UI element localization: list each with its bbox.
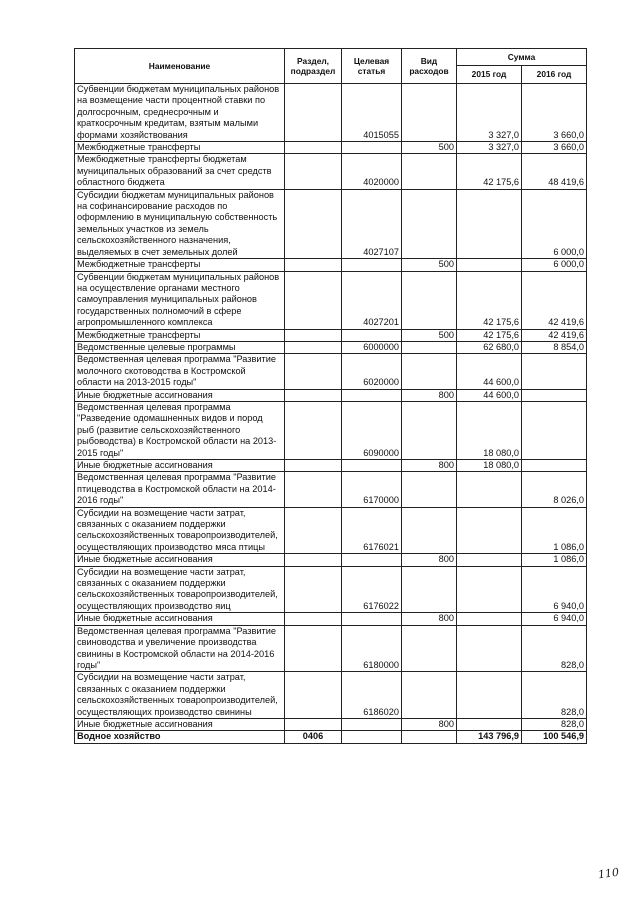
row-amount-2016: 828,0: [522, 672, 587, 719]
row-amount-2016: 828,0: [522, 718, 587, 730]
row-target: 6000000: [342, 341, 402, 353]
row-target: 4020000: [342, 154, 402, 189]
row-name: Субсидии на возмещение части затрат, связанных с оказанием поддержки сельскохозяйственных товаропроизводителей, осуществляющих производство яиц: [75, 566, 285, 613]
row-name: Ведомственная целевая программа "Развитие молочного скотоводства в Костромской области на 2013-2015 годы": [75, 354, 285, 389]
row-target: [342, 613, 402, 625]
table-row: [75, 354, 587, 389]
table-row: [75, 507, 587, 554]
row-amount-2016: 3 660,0: [522, 142, 587, 154]
row-section: [285, 329, 342, 341]
row-expense: [402, 731, 457, 743]
table-row: [75, 329, 587, 341]
row-amount-2016: 8 026,0: [522, 472, 587, 507]
row-amount-2015: 3 327,0: [457, 142, 522, 154]
row-amount-2016: 6 940,0: [522, 566, 587, 613]
row-expense: [402, 341, 457, 353]
row-name: Ведомственная целевая программа "Развитие свиноводства и увеличение производства свинины в Костромской области на 2014-2016 годы": [75, 625, 285, 672]
row-amount-2015: [457, 189, 522, 258]
row-name: Ведомственная целевая программа "Разведение одомашненных видов и пород рыб (развитие сельскохозяйственного рыбоводства) в Костромской области на 2013-2015 годы": [75, 401, 285, 459]
row-name: Субсидии бюджетам муниципальных районов на софинансирование расходов по оформлению в муниципальную собственность земельных участков из земель сельскохозяйственного назначения, выделяемых в счет земельных долей: [75, 189, 285, 258]
row-section: [285, 154, 342, 189]
row-target: 6186020: [342, 672, 402, 719]
row-expense: 800: [402, 554, 457, 566]
row-target: [342, 389, 402, 401]
row-expense: [402, 472, 457, 507]
row-target: [342, 142, 402, 154]
row-name: Межбюджетные трансферты: [75, 329, 285, 341]
row-amount-2016: 828,0: [522, 625, 587, 672]
row-target: 6170000: [342, 472, 402, 507]
row-amount-2015: 18 080,0: [457, 460, 522, 472]
row-target: 6176022: [342, 566, 402, 613]
row-expense: [402, 189, 457, 258]
row-amount-2015: [457, 507, 522, 554]
row-amount-2015: 42 175,6: [457, 154, 522, 189]
row-amount-2016: 6 940,0: [522, 613, 587, 625]
table-row: [75, 84, 587, 142]
row-expense: [402, 507, 457, 554]
header-2016: 2016 год: [522, 66, 587, 84]
row-amount-2016: 3 660,0: [522, 84, 587, 142]
row-name: Иные бюджетные ассигнования: [75, 718, 285, 730]
row-target: 6180000: [342, 625, 402, 672]
row-expense: [402, 401, 457, 459]
table-row: [75, 460, 587, 472]
row-name: Водное хозяйство: [75, 731, 285, 743]
row-section: [285, 613, 342, 625]
header-section: Раздел, подраздел: [285, 49, 342, 84]
budget-table: [74, 48, 587, 744]
table-row: [75, 142, 587, 154]
page-number-handwritten: 110: [597, 865, 620, 882]
row-target: [342, 259, 402, 271]
row-section: [285, 554, 342, 566]
row-amount-2015: 44 600,0: [457, 354, 522, 389]
row-amount-2015: [457, 554, 522, 566]
row-expense: 800: [402, 613, 457, 625]
row-target: [342, 460, 402, 472]
row-name: Межбюджетные трансферты: [75, 259, 285, 271]
row-section: [285, 84, 342, 142]
row-amount-2015: 62 680,0: [457, 341, 522, 353]
row-expense: [402, 672, 457, 719]
row-section: [285, 401, 342, 459]
row-expense: [402, 625, 457, 672]
header-sum: Сумма: [457, 49, 587, 66]
row-amount-2016: 1 086,0: [522, 554, 587, 566]
row-expense: [402, 154, 457, 189]
table-row: [75, 154, 587, 189]
row-target: [342, 718, 402, 730]
row-amount-2015: 18 080,0: [457, 401, 522, 459]
row-target: 6090000: [342, 401, 402, 459]
row-amount-2015: [457, 472, 522, 507]
row-amount-2015: 42 175,6: [457, 329, 522, 341]
row-target: [342, 731, 402, 743]
row-amount-2016: 8 854,0: [522, 341, 587, 353]
row-section: [285, 672, 342, 719]
row-name: Субвенции бюджетам муниципальных районов на осуществление органами местного самоуправления муниципальных районов государственных полномочий в сфере агропромышленного комплекса: [75, 271, 285, 329]
row-amount-2016: [522, 389, 587, 401]
row-amount-2016: [522, 401, 587, 459]
row-amount-2016: 100 546,9: [522, 731, 587, 743]
table-row: [75, 672, 587, 719]
row-expense: 500: [402, 259, 457, 271]
row-name: Ведомственная целевая программа "Развитие птицеводства в Костромской области на 2014-2016 годы": [75, 472, 285, 507]
row-expense: [402, 84, 457, 142]
table-row: [75, 613, 587, 625]
header-expense: Вид расходов: [402, 49, 457, 84]
table-body: [75, 84, 587, 744]
row-amount-2015: [457, 718, 522, 730]
row-name: Иные бюджетные ассигнования: [75, 554, 285, 566]
row-name: Иные бюджетные ассигнования: [75, 460, 285, 472]
row-amount-2016: [522, 354, 587, 389]
row-section: [285, 354, 342, 389]
row-name: Субсидии на возмещение части затрат, связанных с оказанием поддержки сельскохозяйственных товаропроизводителей, осуществляющих производство мяса птицы: [75, 507, 285, 554]
row-section: [285, 625, 342, 672]
row-amount-2015: [457, 613, 522, 625]
row-name: Ведомственные целевые программы: [75, 341, 285, 353]
row-amount-2015: [457, 672, 522, 719]
row-name: Межбюджетные трансферты бюджетам муниципальных образований за счет средств областного бюджета: [75, 154, 285, 189]
row-expense: [402, 354, 457, 389]
row-amount-2015: [457, 566, 522, 613]
row-target: [342, 329, 402, 341]
row-target: [342, 554, 402, 566]
table-row: [75, 271, 587, 329]
table-row: [75, 189, 587, 258]
table-row: [75, 401, 587, 459]
table-row: [75, 472, 587, 507]
row-section: 0406: [285, 731, 342, 743]
table-row: [75, 625, 587, 672]
row-section: [285, 507, 342, 554]
row-name: Межбюджетные трансферты: [75, 142, 285, 154]
row-section: [285, 189, 342, 258]
row-expense: 500: [402, 142, 457, 154]
row-expense: 500: [402, 329, 457, 341]
row-expense: [402, 566, 457, 613]
row-section: [285, 460, 342, 472]
row-amount-2015: [457, 625, 522, 672]
row-expense: [402, 271, 457, 329]
row-amount-2016: 1 086,0: [522, 507, 587, 554]
row-expense: 800: [402, 460, 457, 472]
row-target: 4015055: [342, 84, 402, 142]
row-section: [285, 389, 342, 401]
row-name: Субвенции бюджетам муниципальных районов на возмещение части процентной ставки по долгосрочным, среднесрочным и краткосрочным кредитам, взятым малыми формами хозяйствования: [75, 84, 285, 142]
row-amount-2015: 42 175,6: [457, 271, 522, 329]
row-name: Иные бюджетные ассигнования: [75, 613, 285, 625]
row-target: 6020000: [342, 354, 402, 389]
row-section: [285, 718, 342, 730]
row-name: Иные бюджетные ассигнования: [75, 389, 285, 401]
table-row: [75, 718, 587, 730]
table-row: [75, 389, 587, 401]
row-target: 4027107: [342, 189, 402, 258]
row-section: [285, 341, 342, 353]
row-expense: 800: [402, 389, 457, 401]
row-target: 4027201: [342, 271, 402, 329]
row-amount-2015: 143 796,9: [457, 731, 522, 743]
row-amount-2016: 6 000,0: [522, 259, 587, 271]
table-row: [75, 259, 587, 271]
row-amount-2016: 6 000,0: [522, 189, 587, 258]
table-row: [75, 566, 587, 613]
row-amount-2016: [522, 460, 587, 472]
row-amount-2016: 42 419,6: [522, 271, 587, 329]
row-target: 6176021: [342, 507, 402, 554]
header-name: Наименование: [75, 49, 285, 84]
row-amount-2016: 42 419,6: [522, 329, 587, 341]
row-section: [285, 566, 342, 613]
header-target: Целевая статья: [342, 49, 402, 84]
row-amount-2015: [457, 259, 522, 271]
row-expense: 800: [402, 718, 457, 730]
row-section: [285, 472, 342, 507]
header-2015: 2015 год: [457, 66, 522, 84]
row-section: [285, 271, 342, 329]
table-row: [75, 731, 587, 743]
row-amount-2015: 3 327,0: [457, 84, 522, 142]
row-amount-2015: 44 600,0: [457, 389, 522, 401]
row-amount-2016: 48 419,6: [522, 154, 587, 189]
table-row: [75, 554, 587, 566]
row-section: [285, 259, 342, 271]
table-row: [75, 341, 587, 353]
row-name: Субсидии на возмещение части затрат, связанных с оказанием поддержки сельскохозяйственных товаропроизводителей, осуществляющих производство свинины: [75, 672, 285, 719]
row-section: [285, 142, 342, 154]
